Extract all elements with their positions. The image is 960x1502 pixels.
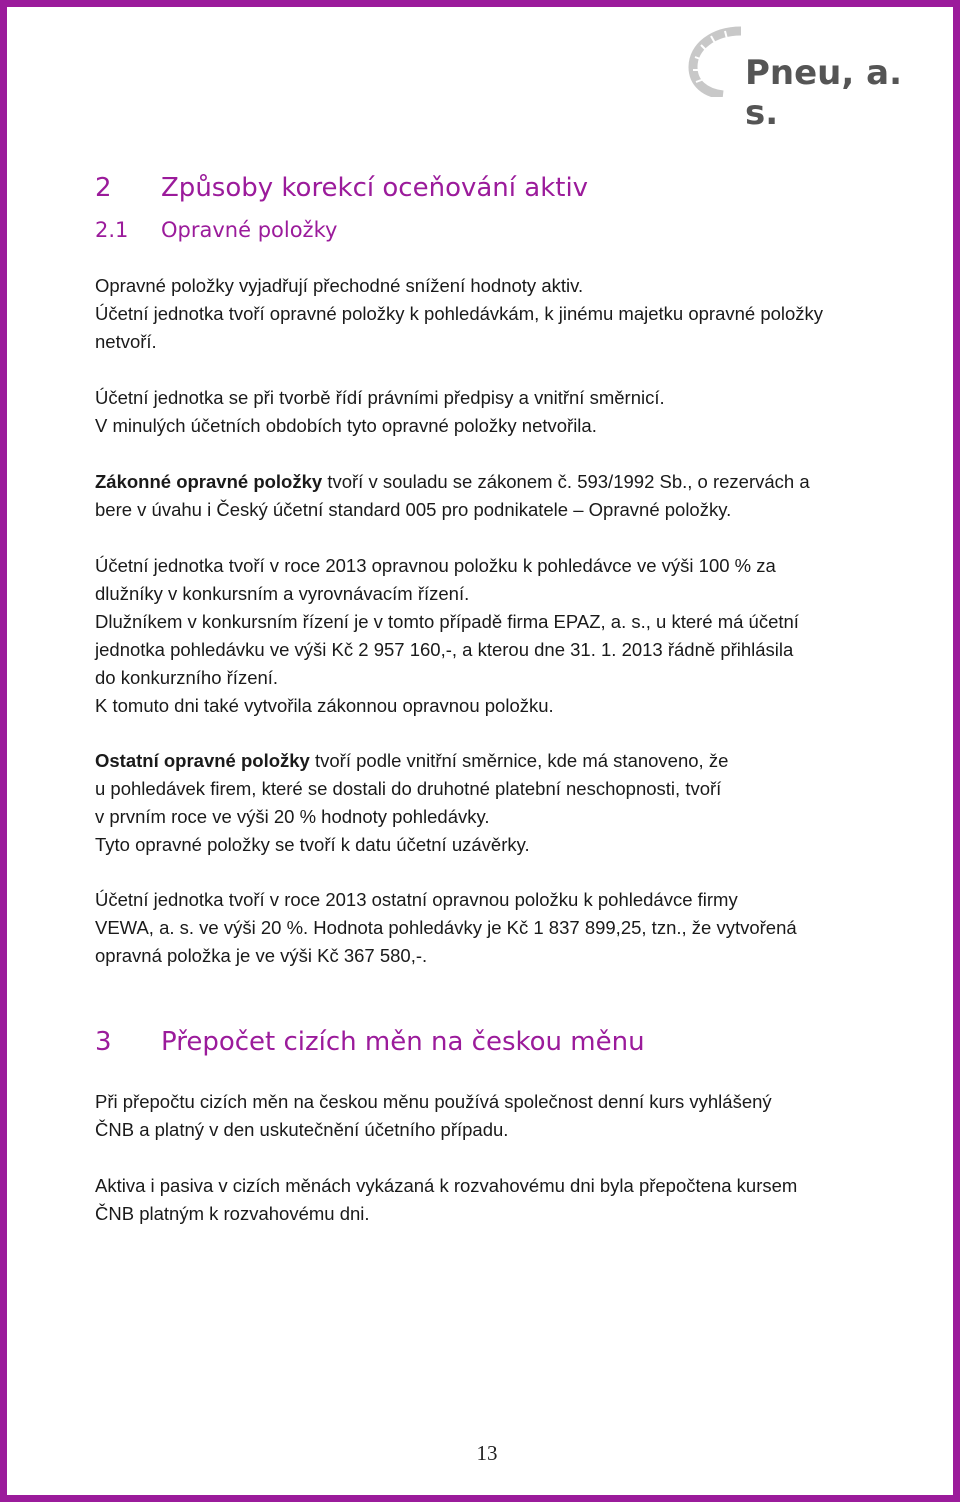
paragraph-4 <box>95 552 895 720</box>
text-line: ČNB platným k rozvahovému dni. <box>95 1203 370 1224</box>
text-line: bere v úvahu i Český účetní standard 005 pro podnikatele – Opravné položky. <box>95 499 732 520</box>
text-line: Při přepočtu cizích měn na českou měnu používá společnost denní kurs vyhlášený <box>95 1091 772 1112</box>
paragraph-1 <box>95 272 895 356</box>
bold-term: Ostatní opravné položky <box>95 750 310 771</box>
section-2-1-title: Opravné položky <box>161 218 338 242</box>
text-line: Účetní jednotka tvoří opravné položky k pohledávkám, k jinému majetku opravné položky <box>95 303 824 324</box>
paragraph-3 <box>95 468 895 524</box>
section-3-title: Přepočet cizích měn na českou měnu <box>161 1027 645 1057</box>
tire-icon <box>683 25 753 97</box>
text-line: opravná položka je ve výši Kč 367 580,-. <box>95 945 428 966</box>
text-line: Tyto opravné položky se tvoří k datu účetní uzávěrky. <box>95 834 530 855</box>
logo-text: Pneu, a. s. <box>745 53 903 133</box>
page-number: 13 <box>476 1441 498 1465</box>
text-line: ČNB a platný v den uskutečnění účetního případu. <box>95 1119 509 1140</box>
paragraph-5 <box>95 747 895 859</box>
text-line <box>95 468 895 496</box>
section-2-heading <box>95 173 588 203</box>
company-logo <box>683 25 903 133</box>
paragraph-8 <box>95 1172 895 1228</box>
text-line: Účetní jednotka tvoří v roce 2013 ostatní opravnou položku k pohledávce firmy <box>95 889 738 910</box>
section-2-1-heading <box>95 218 337 242</box>
section-2-number: 2 <box>95 173 112 203</box>
paragraph-7 <box>95 1088 895 1144</box>
bold-term: Zákonné opravné položky <box>95 471 323 492</box>
text-line: Dlužníkem v konkursním řízení je v tomto případě firma EPAZ, a. s., u které má účetní <box>95 611 799 632</box>
text-line: Účetní jednotka tvoří v roce 2013 opravnou položku k pohledávce ve výši 100 % za <box>95 555 776 576</box>
text-span: tvoří podle vnitřní směrnice, kde má stanoveno, že <box>309 750 729 771</box>
section-2-1-number: 2.1 <box>95 218 129 242</box>
text-line: K tomuto dni také vytvořila zákonnou opravnou položku. <box>95 695 554 716</box>
section-2-title: Způsoby korekcí oceňování aktiv <box>161 173 589 203</box>
paragraph-2 <box>95 384 895 440</box>
text-span: tvoří v souladu se zákonem č. 593/1992 Sb., o rezervách a <box>322 471 810 492</box>
text-line: V minulých účetních obdobích tyto opravné položky netvořila. <box>95 415 597 436</box>
text-line: netvoří. <box>95 331 157 352</box>
section-3-number: 3 <box>95 1027 112 1057</box>
paragraph-6 <box>95 886 895 970</box>
text-line: Účetní jednotka se při tvorbě řídí právními předpisy a vnitřní směrnicí. <box>95 387 665 408</box>
text-line <box>95 747 895 775</box>
text-line: dlužníky v konkursním a vyrovnávacím řízení. <box>95 583 470 604</box>
text-line: v prvním roce ve výši 20 % hodnoty pohledávky. <box>95 806 490 827</box>
text-line: VEWA, a. s. ve výši 20 %. Hodnota pohledávky je Kč 1 837 899,25, tzn., že vytvořená <box>95 917 797 938</box>
text-line: Aktiva i pasiva v cizích měnách vykázaná k rozvahovému dni byla přepočtena kursem <box>95 1175 798 1196</box>
text-line: u pohledávek firem, které se dostali do druhotné platební neschopnosti, tvoří <box>95 778 722 799</box>
section-3-heading <box>95 1027 645 1057</box>
text-line: jednotka pohledávku ve výši Kč 2 957 160,-, a kterou dne 31. 1. 2013 řádně přihlásila <box>95 639 794 660</box>
text-line: Opravné položky vyjadřují přechodné snížení hodnoty aktiv. <box>95 275 584 296</box>
text-line: do konkurzního řízení. <box>95 667 279 688</box>
